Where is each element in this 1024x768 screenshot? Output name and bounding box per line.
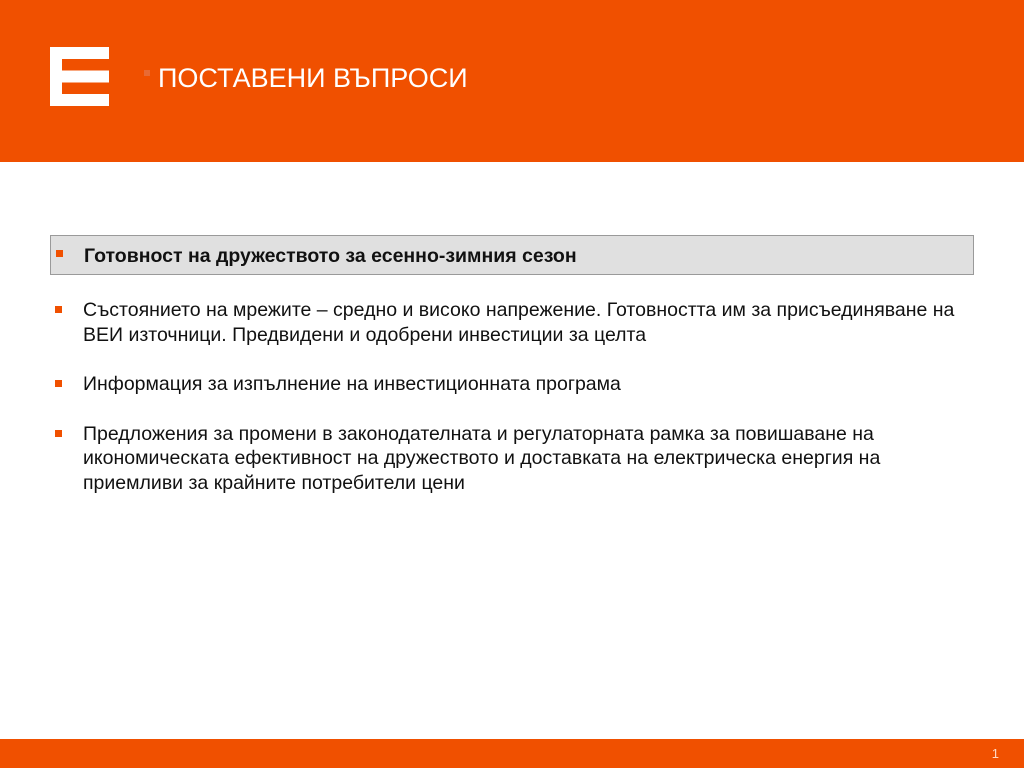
list-item-highlighted (50, 235, 974, 275)
list-item-text: Готовност на дружеството за есенно-зимния сезон (84, 245, 577, 267)
title-bullet-icon (144, 70, 150, 76)
list-item-text: Предложения за промени в законодателната и регулаторната рамка за повишаване на икономическата ефективност на дружеството и доставката на електрическа енергия на приемливи за крайните потребители цени (83, 422, 881, 494)
list-item (50, 422, 974, 496)
square-bullet-icon (55, 430, 62, 437)
square-bullet-icon (55, 306, 62, 313)
footer-band (0, 739, 1024, 768)
square-bullet-icon (55, 380, 62, 387)
square-bullet-icon (56, 250, 63, 257)
slide-title: ПОСТАВЕНИ ВЪПРОСИ (158, 63, 468, 93)
bullet-list (50, 235, 974, 495)
list-item (50, 298, 974, 347)
company-logo-icon (50, 47, 109, 106)
list-item-text: Състоянието на мрежите – средно и високо напрежение. Готовността им за присъединяване на ВЕИ източници. Предвидени и одобрени инвестиции за целта (83, 299, 955, 346)
list-item-text: Информация за изпълнение на инвестиционната програма (83, 373, 621, 395)
header-band (0, 0, 1024, 162)
page-number: 1 (991, 746, 999, 761)
list-item (50, 372, 974, 397)
